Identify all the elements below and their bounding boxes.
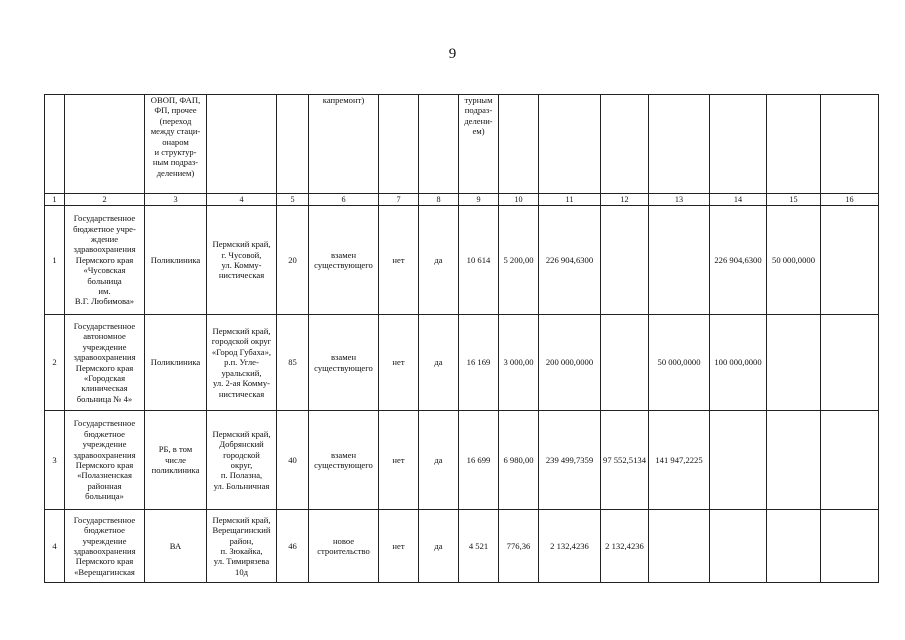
cell-col5: 20 — [277, 206, 309, 315]
column-number: 3 — [145, 194, 207, 206]
header-cell-9: турным подраз- делени- ем) — [459, 95, 499, 194]
cell-col10: 5 200,00 — [499, 206, 539, 315]
facility-type-cell: РБ, в том числе поликлиника — [145, 411, 207, 510]
column-number: 7 — [379, 194, 419, 206]
cell-col7: нет — [379, 411, 419, 510]
organization-cell: Государственное бюджетное учреждение здравоохранения Пермского края «Верещагинская — [65, 510, 145, 583]
header-cell-13 — [649, 95, 710, 194]
cell-col12: 2 132,4236 — [601, 510, 649, 583]
header-cell-7 — [379, 95, 419, 194]
column-number-row — [45, 194, 879, 206]
column-number: 8 — [419, 194, 459, 206]
cell-col7: нет — [379, 206, 419, 315]
cell-col12 — [601, 206, 649, 315]
column-number: 6 — [309, 194, 379, 206]
table-row — [45, 411, 879, 510]
header-cell-2 — [65, 95, 145, 194]
header-cell-14 — [710, 95, 767, 194]
cell-col7: нет — [379, 510, 419, 583]
column-number: 4 — [207, 194, 277, 206]
cell-col6: взамен существующего — [309, 315, 379, 411]
cell-col6: новое строительство — [309, 510, 379, 583]
table-row — [45, 206, 879, 315]
header-cell-3: ОВОП, ФАП, ФП, прочее (переход между стаци- онаром и структур- ным подраз- делением) — [145, 95, 207, 194]
page-number: 9 — [448, 46, 457, 62]
cell-col11: 226 904,6300 — [539, 206, 601, 315]
cell-col16 — [821, 315, 879, 411]
column-number: 16 — [821, 194, 879, 206]
header-cell-15 — [767, 95, 821, 194]
cell-col8: да — [419, 206, 459, 315]
cell-col11: 200 000,0000 — [539, 315, 601, 411]
cell-col16 — [821, 411, 879, 510]
organization-cell: Государственное бюджетное учреждение здравоохранения Пермского края «Полазненская районная больница» — [65, 411, 145, 510]
cell-col13 — [649, 206, 710, 315]
cell-col7: нет — [379, 315, 419, 411]
column-number: 15 — [767, 194, 821, 206]
cell-col10: 3 000,00 — [499, 315, 539, 411]
address-cell: Пермский край, г. Чусовой, ул. Комму- нистическая — [207, 206, 277, 315]
cell-col15 — [767, 411, 821, 510]
facility-type-cell: Поликлиника — [145, 315, 207, 411]
facility-type-cell: ВА — [145, 510, 207, 583]
cell-col15 — [767, 510, 821, 583]
cell-col6: взамен существующего — [309, 206, 379, 315]
table-row — [45, 510, 879, 583]
header-cell-6: капремонт) — [309, 95, 379, 194]
column-number: 14 — [710, 194, 767, 206]
address-cell: Пермский край, городской округ «Город Губаха», р.п. Угле- уральский, ул. 2-ая Комму- нистическая — [207, 315, 277, 411]
header-cell-5 — [277, 95, 309, 194]
cell-col5: 46 — [277, 510, 309, 583]
organization-cell: Государственное автономное учреждение здравоохранения Пермского края «Городская клиническая больница № 4» — [65, 315, 145, 411]
header-cell-8 — [419, 95, 459, 194]
column-number: 13 — [649, 194, 710, 206]
cell-col13: 141 947,2225 — [649, 411, 710, 510]
cell-col12: 97 552,5134 — [601, 411, 649, 510]
row-number: 4 — [45, 510, 65, 583]
column-number: 1 — [45, 194, 65, 206]
column-number: 5 — [277, 194, 309, 206]
header-cell-1 — [45, 95, 65, 194]
cell-col9: 16 699 — [459, 411, 499, 510]
cell-col9: 16 169 — [459, 315, 499, 411]
cell-col13 — [649, 510, 710, 583]
cell-col11: 2 132,4236 — [539, 510, 601, 583]
address-cell: Пермский край, Верещагинский район, п. Зюкайка, ул. Тимирязева 10д — [207, 510, 277, 583]
cell-col10: 776,36 — [499, 510, 539, 583]
cell-col8: да — [419, 411, 459, 510]
cell-col13: 50 000,0000 — [649, 315, 710, 411]
cell-col9: 10 614 — [459, 206, 499, 315]
header-cell-10 — [499, 95, 539, 194]
cell-col5: 85 — [277, 315, 309, 411]
cell-col5: 40 — [277, 411, 309, 510]
header-cell-11 — [539, 95, 601, 194]
header-continuation-row — [45, 95, 879, 194]
column-number: 11 — [539, 194, 601, 206]
column-number: 10 — [499, 194, 539, 206]
cell-col14 — [710, 411, 767, 510]
cell-col16 — [821, 510, 879, 583]
cell-col14 — [710, 510, 767, 583]
cell-col15 — [767, 315, 821, 411]
address-cell: Пермский край, Добрянский городской округ, п. Полазна, ул. Больничная — [207, 411, 277, 510]
data-table — [44, 94, 879, 583]
cell-col11: 239 499,7359 — [539, 411, 601, 510]
column-number: 12 — [601, 194, 649, 206]
row-number: 2 — [45, 315, 65, 411]
cell-col14: 226 904,6300 — [710, 206, 767, 315]
facility-type-cell: Поликлиника — [145, 206, 207, 315]
row-number: 3 — [45, 411, 65, 510]
header-cell-16 — [821, 95, 879, 194]
header-cell-12 — [601, 95, 649, 194]
row-number: 1 — [45, 206, 65, 315]
column-number: 2 — [65, 194, 145, 206]
cell-col10: 6 980,00 — [499, 411, 539, 510]
cell-col15: 50 000,0000 — [767, 206, 821, 315]
cell-col12 — [601, 315, 649, 411]
header-cell-4 — [207, 95, 277, 194]
cell-col6: взамен существующего — [309, 411, 379, 510]
organization-cell: Государственное бюджетное учре- ждение здравоохранения Пермского края «Чусовская больница им. В.Г. Любимова» — [65, 206, 145, 315]
column-number: 9 — [459, 194, 499, 206]
cell-col16 — [821, 206, 879, 315]
cell-col9: 4 521 — [459, 510, 499, 583]
table-row — [45, 315, 879, 411]
cell-col8: да — [419, 315, 459, 411]
cell-col14: 100 000,0000 — [710, 315, 767, 411]
cell-col8: да — [419, 510, 459, 583]
